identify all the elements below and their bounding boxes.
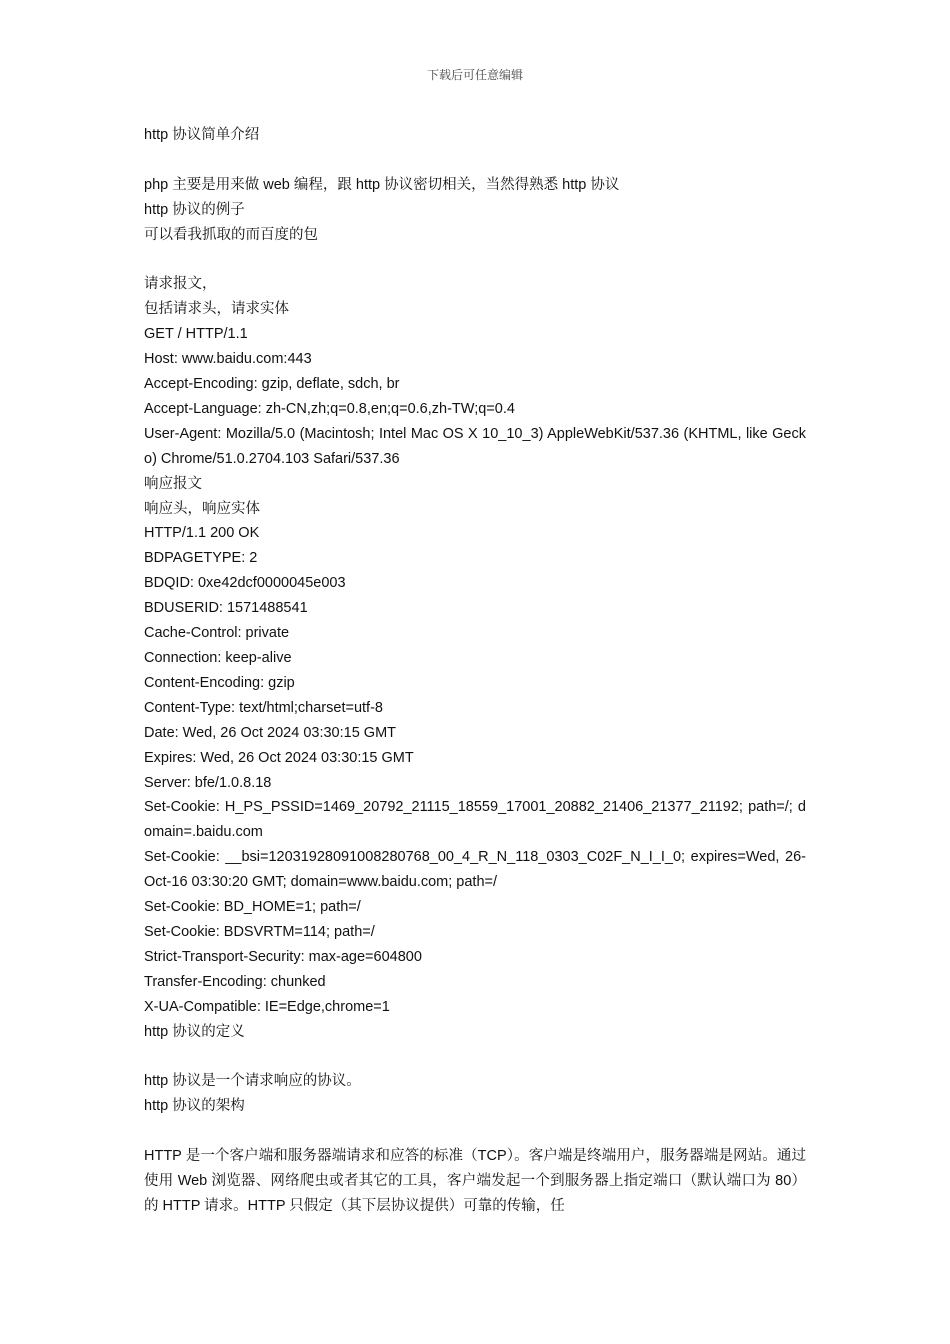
intro-line-2: http 协议的例子 [144, 201, 245, 218]
intro-line-1: php 主要是用来做 web 编程，跟 http 协议密切相关，当然得熟悉 http 协议 [144, 176, 620, 193]
definition-heading: http 协议的定义 [144, 1023, 245, 1040]
request-subheading: 包括请求头，请求实体 [144, 301, 289, 318]
response-line: Set-Cookie: BD_HOME=1; path=/ [144, 899, 361, 916]
blank-line [144, 1045, 806, 1070]
blank-line [144, 148, 806, 173]
blank-line [144, 1119, 806, 1144]
response-line: BDQID: 0xe42dcf0000045e003 [144, 575, 346, 592]
request-heading: 请求报文， [144, 276, 217, 293]
document-title: http 协议简单介绍 [144, 127, 260, 143]
architecture-heading: http 协议的架构 [144, 1098, 245, 1115]
response-line: Transfer-Encoding: chunked [144, 973, 326, 990]
blank-line [144, 248, 806, 273]
response-line: Cache-Control: private [144, 625, 290, 642]
response-line: Content-Encoding: gzip [144, 674, 295, 691]
response-line: Connection: keep-alive [144, 650, 292, 666]
request-line: Accept-Encoding: gzip, deflate, sdch, br [144, 376, 400, 393]
request-line: Host: www.baidu.com:443 [144, 351, 312, 368]
response-line: BDUSERID: 1571488541 [144, 600, 308, 617]
request-line: GET / HTTP/1.1 [144, 326, 248, 343]
request-user-agent: User-Agent: Mozilla/5.0 (Macintosh; Intel Mac OS X 10_10_3) AppleWebKit/537.36 (KHTML, like Gecko) Chrome/51.0.2704.103 Safari/537.36 [144, 425, 806, 467]
response-line: HTTP/1.1 200 OK [144, 525, 260, 542]
document-body [144, 123, 806, 1219]
response-line: Expires: Wed, 26 Oct 2024 03:30:15 GMT [144, 749, 414, 766]
response-line: BDPAGETYPE: 2 [144, 550, 258, 567]
response-cookie: Set-Cookie: H_PS_PSSID=1469_20792_21115_18559_17001_20882_21406_21377_21192; path=/; domain=.baidu.com [144, 799, 806, 841]
definition-text: http 协议是一个请求响应的协议。 [144, 1073, 361, 1090]
response-heading: 响应报文 [144, 475, 202, 492]
response-line: Date: Wed, 26 Oct 2024 03:30:15 GMT [144, 724, 397, 741]
response-subheading: 响应头，响应实体 [144, 500, 260, 517]
response-line: Server: bfe/1.0.8.18 [144, 774, 272, 791]
response-line: Content-Type: text/html;charset=utf-8 [144, 699, 383, 716]
intro-line-3: 可以看我抓取的而百度的包 [144, 226, 318, 243]
page-header: 下载后可任意编辑 [426, 68, 523, 82]
request-line: Accept-Language: zh-CN,zh;q=0.8,en;q=0.6,zh-TW;q=0.4 [144, 400, 515, 417]
architecture-paragraph: HTTP 是一个客户端和服务器端请求和应答的标准（TCP）。客户端是终端用户，服务器端是网站。通过使用 Web 浏览器、网络爬虫或者其它的工具，客户端发起一个到服务器上指定端口（默认端口为 80）的 HTTP 请求。HTTP 只假定（其下层协议提供）可靠的传输，任 [144, 1148, 806, 1214]
response-cookie: Set-Cookie: __bsi=12031928091008280768_00_4_R_N_118_0303_C02F_N_I_I_0; expires=Wed, 26-Oct-16 03:30:20 GMT; domain=www.baidu.com; path=/ [144, 849, 806, 891]
response-line: Set-Cookie: BDSVRTM=114; path=/ [144, 923, 375, 940]
response-line: X-UA-Compatible: IE=Edge,chrome=1 [144, 998, 390, 1015]
response-line: Strict-Transport-Security: max-age=604800 [144, 948, 422, 965]
